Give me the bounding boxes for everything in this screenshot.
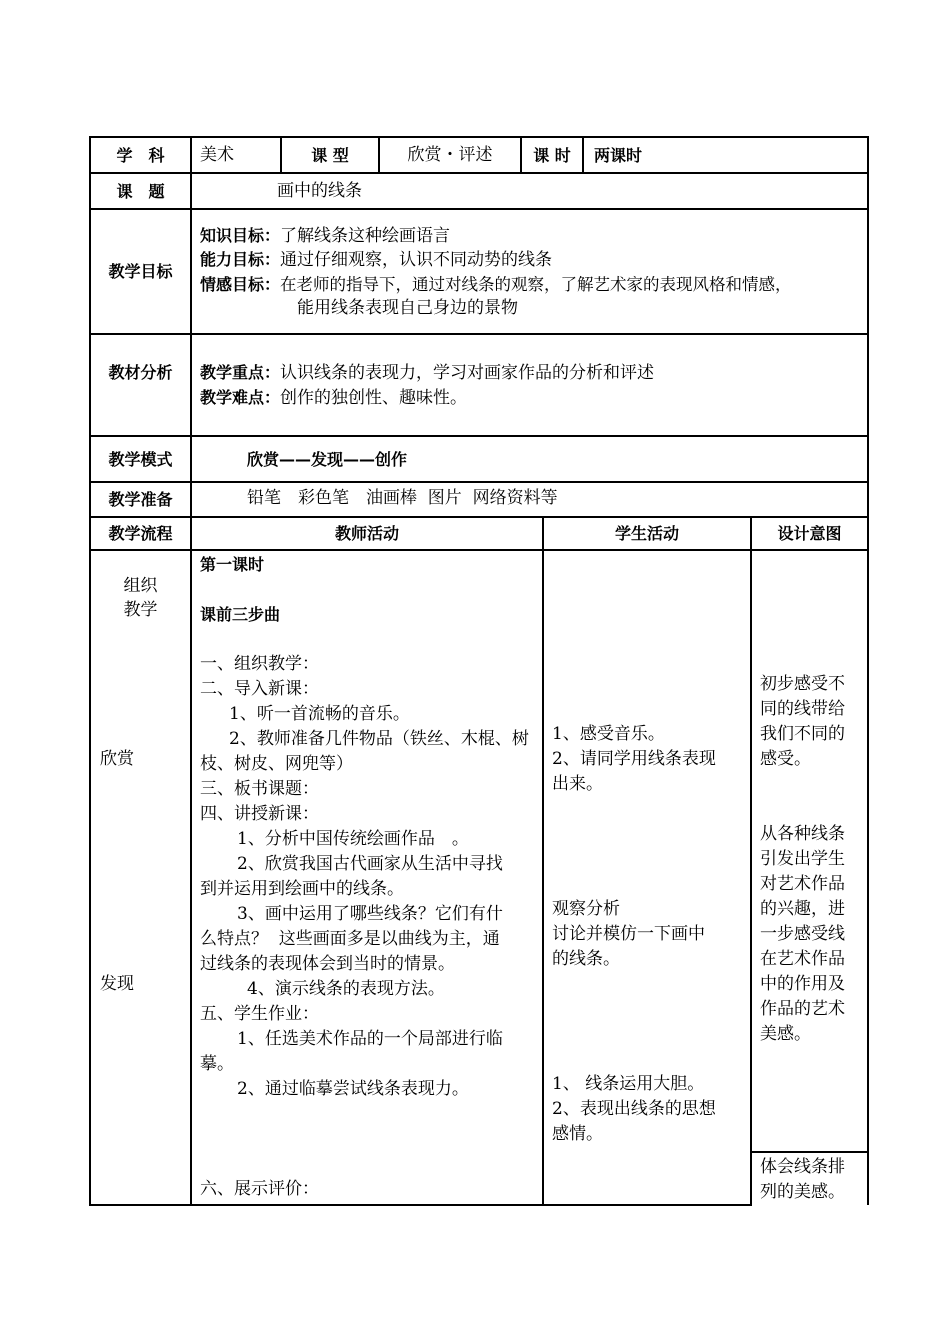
teaching-focus-text: 认识线条的表现力，学习对画家作品的分析和评述 (280, 363, 655, 383)
emotion-goal (200, 272, 792, 298)
teacher-line: 二、导入新课： (200, 679, 319, 699)
teacher-line: 一、组织教学： (200, 654, 319, 674)
design-line: 在艺术作品 (760, 949, 845, 969)
rule (190, 136, 192, 1206)
teacher-line: 1、听一首流畅的音乐。 (229, 704, 410, 724)
stage-organize: 教学 (123, 600, 158, 620)
student-activity-header: 学生活动 (614, 524, 679, 543)
knowledge-goal (200, 223, 450, 249)
rule (89, 136, 91, 1206)
hours-value: 两课时 (594, 146, 643, 165)
design-line: 我们不同的 (760, 724, 845, 744)
design-line: 对艺术作品 (760, 874, 845, 894)
design-line: 体会线条排 (760, 1157, 845, 1177)
student-line: 2、请同学用线条表现 (552, 749, 716, 769)
teacher-activity-header: 教师活动 (334, 524, 399, 543)
analysis-label: 教材分析 (108, 363, 173, 382)
teacher-line: 六、展示评价： (200, 1179, 319, 1199)
rule (89, 136, 869, 138)
teacher-line: 2、通过临摹尝试线条表现力。 (237, 1079, 469, 1099)
rule (752, 1151, 869, 1153)
teacher-line: 五、学生作业： (200, 1004, 319, 1024)
teaching-difficulty (200, 385, 467, 411)
type-label: 课 型 (311, 146, 349, 165)
lesson-title: 第一课时 (200, 555, 265, 574)
rule (89, 516, 869, 518)
teacher-line: 枝、树皮、网兜等） (200, 754, 353, 774)
type-value: 欣赏・评述 (407, 145, 493, 165)
ability-goal-key: 能力目标： (200, 250, 281, 269)
design-line: 美感。 (760, 1024, 811, 1044)
rule (89, 549, 869, 551)
student-line: 2、表现出线条的思想 (552, 1099, 716, 1119)
teacher-line: 2、欣赏我国古代画家从生活中寻找 (237, 854, 503, 874)
teacher-line: 三、板书课题： (200, 779, 319, 799)
teacher-line: 3、画中运用了哪些线条？它们有什 (237, 904, 503, 924)
design-line: 的兴趣，进 (760, 899, 845, 919)
teacher-line: 四、讲授新课： (200, 804, 319, 824)
design-line: 初步感受不 (760, 674, 845, 694)
rule (89, 208, 869, 210)
design-line: 感受。 (760, 749, 811, 769)
topic-label: 课 题 (116, 182, 165, 201)
design-line: 列的美感。 (760, 1182, 845, 1202)
goals-label: 教学目标 (108, 262, 173, 281)
knowledge-goal-text: 了解线条这种绘画语言 (280, 226, 451, 246)
rule (750, 516, 752, 1206)
design-intent-header: 设计意图 (777, 524, 842, 543)
topic-value: 画中的线条 (277, 181, 362, 201)
teacher-line: 到并运用到绘画中的线条。 (200, 879, 404, 899)
design-line: 一步感受线 (760, 924, 845, 944)
student-line: 观察分析 (552, 899, 620, 919)
rule (542, 516, 544, 1205)
teacher-line: 2、教师准备几件物品（铁丝、木棍、树 (229, 729, 529, 749)
teacher-line: 么特点？ 这些画面多是以曲线为主，通 (200, 929, 500, 949)
rule (89, 435, 869, 437)
ability-goal (200, 247, 552, 273)
subject-value: 美术 (200, 145, 234, 165)
student-line: 的线条。 (552, 949, 620, 969)
subject-label: 学 科 (116, 146, 165, 165)
teacher-line: 过线条的表现体会到当时的情景。 (200, 954, 455, 974)
rule (89, 333, 869, 335)
rule (582, 136, 584, 174)
teaching-difficulty-text: 创作的独创性、趣味性。 (280, 388, 468, 408)
design-line: 引发出学生 (760, 849, 845, 869)
emotion-goal-continued: 能用线条表现自己身边的景物 (297, 298, 518, 318)
emotion-goal-key: 情感目标： (200, 275, 281, 294)
teaching-focus (200, 360, 654, 386)
student-line: 出来。 (552, 774, 603, 794)
knowledge-goal-key: 知识目标： (200, 226, 281, 245)
flow-header: 教学流程 (108, 524, 173, 543)
teacher-line: 1、任选美术作品的一个局部进行临 (237, 1029, 503, 1049)
prep-label: 教学准备 (108, 490, 173, 509)
rule (867, 136, 869, 1205)
teacher-line: 1、分析中国传统绘画作品 。 (237, 829, 469, 849)
design-line: 同的线带给 (760, 699, 845, 719)
ability-goal-text: 通过仔细观察，认识不同动势的线条 (280, 250, 553, 270)
design-line: 从各种线条 (760, 824, 845, 844)
rule (89, 172, 869, 174)
mode-value: 欣赏——发现——创作 (247, 450, 408, 469)
lesson-steps: 课前三步曲 (200, 605, 281, 624)
stage-organize: 组织 (123, 576, 158, 596)
stage-discover: 发现 (100, 974, 134, 994)
student-line: 讨论并模仿一下画中 (552, 924, 705, 944)
teaching-difficulty-key: 教学难点： (200, 388, 281, 407)
design-line: 中的作用及 (760, 974, 845, 994)
hours-label: 课 时 (533, 146, 571, 165)
rule (89, 1204, 752, 1206)
design-line: 作品的艺术 (760, 999, 845, 1019)
emotion-goal-text: 在老师的指导下，通过对线条的观察，了解艺术家的表现风格和情感， (280, 275, 792, 294)
teaching-focus-key: 教学重点： (200, 363, 281, 382)
rule (89, 481, 869, 483)
teacher-line: 4、演示线条的表现方法。 (247, 979, 445, 999)
student-line: 1、 线条运用大胆。 (552, 1074, 705, 1094)
student-line: 1、感受音乐。 (552, 724, 665, 744)
teacher-line: 摹。 (200, 1054, 234, 1074)
student-line: 感情。 (552, 1124, 603, 1144)
prep-value: 铅笔 彩色笔 油画棒 图片 网络资料等 (247, 488, 558, 508)
mode-label: 教学模式 (108, 450, 173, 469)
stage-appreciate: 欣赏 (100, 749, 134, 769)
